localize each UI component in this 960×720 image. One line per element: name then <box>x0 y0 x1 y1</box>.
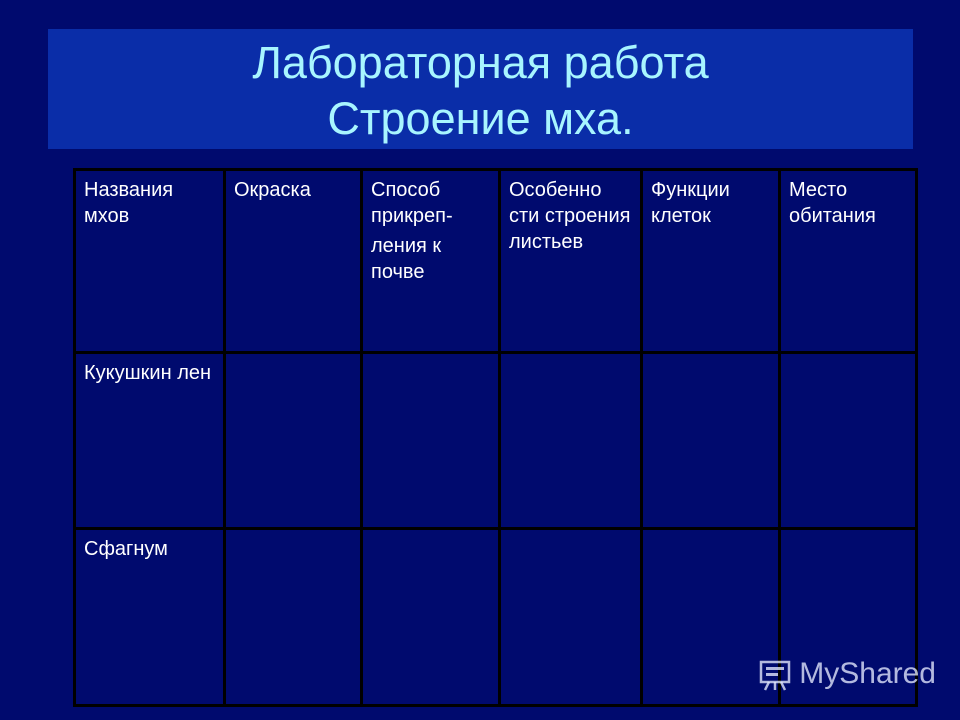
table-cell[interactable] <box>362 529 500 706</box>
table-cell[interactable] <box>780 353 917 529</box>
table-cell[interactable] <box>362 353 500 529</box>
header-leaf-structure <box>500 170 642 353</box>
header-text: Функции клеток <box>651 179 730 227</box>
title-line-1: Лабораторная работа <box>252 37 709 88</box>
table-header-row <box>75 170 917 353</box>
title-line-2: Строение мха. <box>327 93 634 144</box>
table-cell[interactable]: Кукушкин лен <box>75 353 225 529</box>
header-text: Окраска <box>234 179 311 201</box>
header-text: Названия мхов <box>84 179 174 227</box>
table-cell[interactable] <box>500 353 642 529</box>
watermark-text: MyShared <box>799 657 936 690</box>
header-attachment-method <box>362 170 500 353</box>
header-moss-names <box>75 170 225 353</box>
table-cell[interactable] <box>642 353 780 529</box>
table-cell[interactable] <box>225 353 362 529</box>
header-text: ления к почве <box>371 235 442 283</box>
table-cell[interactable]: Сфагнум <box>75 529 225 706</box>
header-text: Способ прикреп- <box>371 179 453 227</box>
header-color <box>225 170 362 353</box>
slide-title <box>48 29 913 147</box>
presentation-board-icon <box>757 656 793 692</box>
moss-structure-table <box>73 168 918 707</box>
header-habitat <box>780 170 917 353</box>
table-row <box>75 353 917 529</box>
header-cell-functions <box>642 170 780 353</box>
header-text: Особенно сти строения листьев <box>509 179 631 253</box>
table-cell[interactable] <box>500 529 642 706</box>
watermark <box>757 656 936 692</box>
header-text: Место обитания <box>789 179 876 227</box>
table-cell[interactable] <box>225 529 362 706</box>
